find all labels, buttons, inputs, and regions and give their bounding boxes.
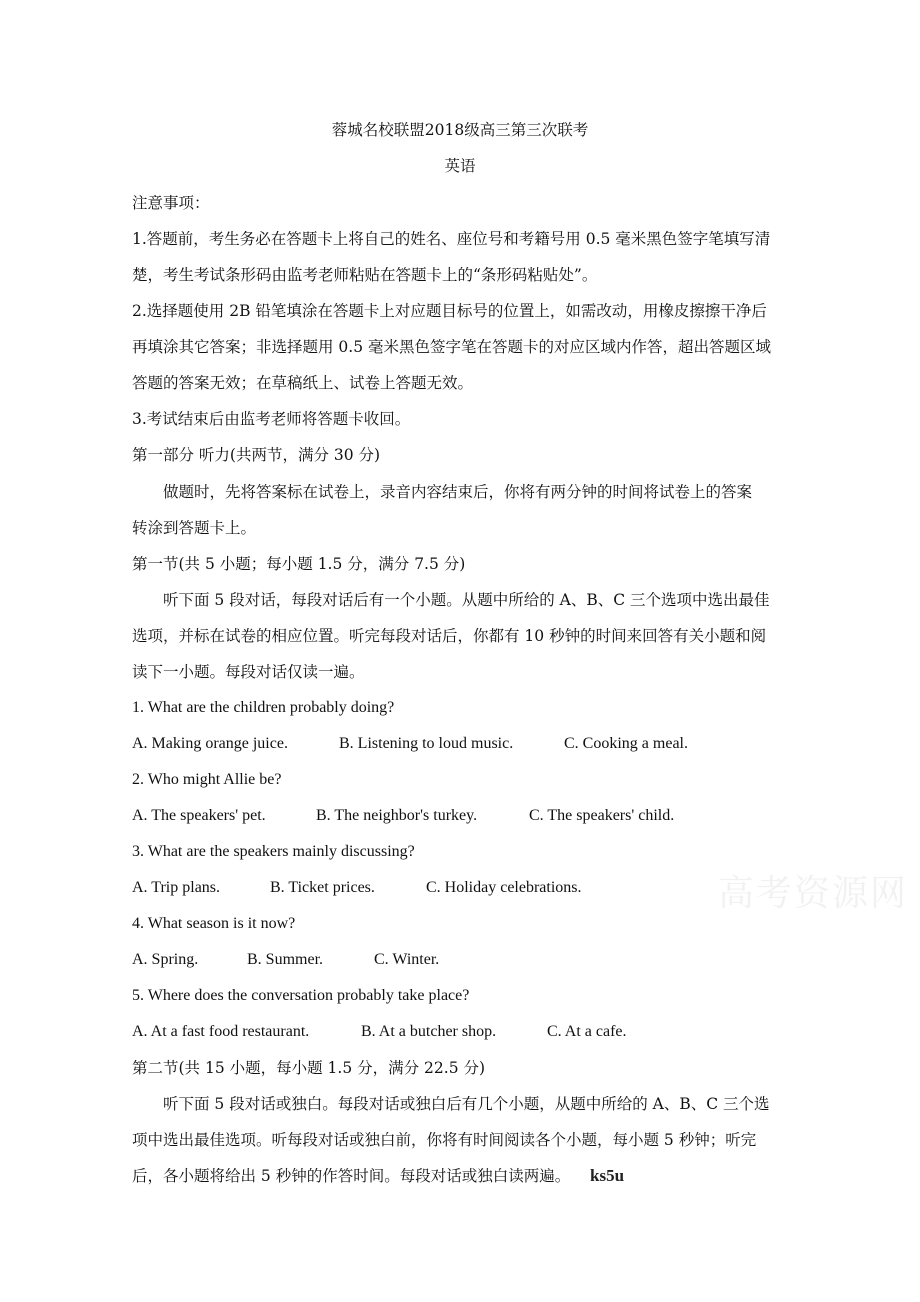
ks5u-logo: ks5u [590, 1166, 625, 1185]
notice-item3: 3.考试结束后由监考老师将答题卡收回。 [132, 410, 411, 428]
section1-heading: 第一节(共 5 小题；每小题 1.5 分，满分 7.5 分) [132, 555, 466, 573]
section2-intro-line3: 后，各小题将给出 5 秒钟的作答时间。每段对话或独白读两遍。 [132, 1167, 571, 1185]
question-1-option-b: B. Listening to loud music. [339, 735, 514, 752]
question-2: 2. Who might Allie be? [132, 771, 282, 788]
question-3-option-c: C. Holiday celebrations. [426, 879, 582, 896]
notice-item1-line1: 1.答题前，考生务必在答题卡上将自己的姓名、座位号和考籍号用 0.5 毫米黑色签字笔填写清 [132, 230, 771, 248]
question-4: 4. What season is it now? [132, 915, 296, 932]
watermark: 高考资源网 [718, 873, 909, 914]
notice-item2-line1: 2.选择题使用 2B 铅笔填涂在答题卡上对应题目标号的位置上，如需改动，用橡皮擦擦干净后 [132, 302, 767, 320]
section1-intro-line1: 听下面 5 段对话，每段对话后有一个小题。从题中所给的 A、B、C 三个选项中选出最佳 [163, 591, 770, 609]
part1-intro-line1: 做题时，先将答案标在试卷上，录音内容结束后，你将有两分钟的时间将试卷上的答案 [163, 483, 753, 501]
notice-item2-line2: 再填涂其它答案；非选择题用 0.5 毫米黑色签字笔在答题卡的对应区域内作答，超出答题区域 [132, 338, 772, 356]
question-1-option-c: C. Cooking a meal. [564, 735, 688, 752]
notice-item2-line3: 答题的答案无效；在草稿纸上、试卷上答题无效。 [132, 374, 474, 392]
section2-heading: 第二节(共 15 小题，每小题 1.5 分，满分 22.5 分) [132, 1059, 486, 1077]
question-5: 5. Where does the conversation probably take place? [132, 987, 470, 1004]
question-3-option-a: A. Trip plans. [132, 879, 221, 896]
section1-intro-line2: 选项，并标在试卷的相应位置。听完每段对话后，你都有 10 秒钟的时间来回答有关小题和阅 [132, 627, 767, 645]
question-4-option-c: C. Winter. [374, 951, 440, 968]
section2-intro-line2: 项中选出最佳选项。听每段对话或独白前，你将有时间阅读各个小题，每小题 5 秒钟；听完 [132, 1131, 757, 1149]
question-2-option-c: C. The speakers' child. [529, 807, 675, 824]
question-2-option-b: B. The neighbor's turkey. [316, 807, 478, 824]
section1-intro-line3: 读下一小题。每段对话仅读一遍。 [132, 663, 365, 681]
part1-heading: 第一部分 听力(共两节，满分 30 分) [132, 446, 381, 464]
question-4-option-a: A. Spring. [132, 951, 199, 968]
question-1: 1. What are the children probably doing? [132, 699, 395, 716]
question-1-option-a: A. Making orange juice. [132, 735, 288, 752]
section2-intro-line1: 听下面 5 段对话或独白。每段对话或独白后有几个小题，从题中所给的 A、B、C 三个选 [163, 1095, 770, 1113]
question-5-option-a: A. At a fast food restaurant. [132, 1023, 310, 1040]
question-4-option-b: B. Summer. [247, 951, 324, 968]
part1-intro-line2: 转涂到答题卡上。 [132, 519, 257, 537]
question-5-option-b: B. At a butcher shop. [361, 1023, 497, 1040]
question-2-option-a: A. The speakers' pet. [132, 807, 266, 824]
question-3: 3. What are the speakers mainly discussing? [132, 843, 415, 860]
notice-heading: 注意事项： [132, 194, 210, 212]
exam-title: 蓉城名校联盟2018级高三第三次联考 [331, 121, 589, 139]
question-3-option-b: B. Ticket prices. [270, 879, 375, 896]
notice-item1-line2: 楚，考生考试条形码由监考老师粘贴在答题卡上的“条形码粘贴处”。 [132, 266, 598, 284]
question-5-option-c: C. At a cafe. [547, 1023, 627, 1040]
subject-title: 英语 [444, 157, 476, 175]
